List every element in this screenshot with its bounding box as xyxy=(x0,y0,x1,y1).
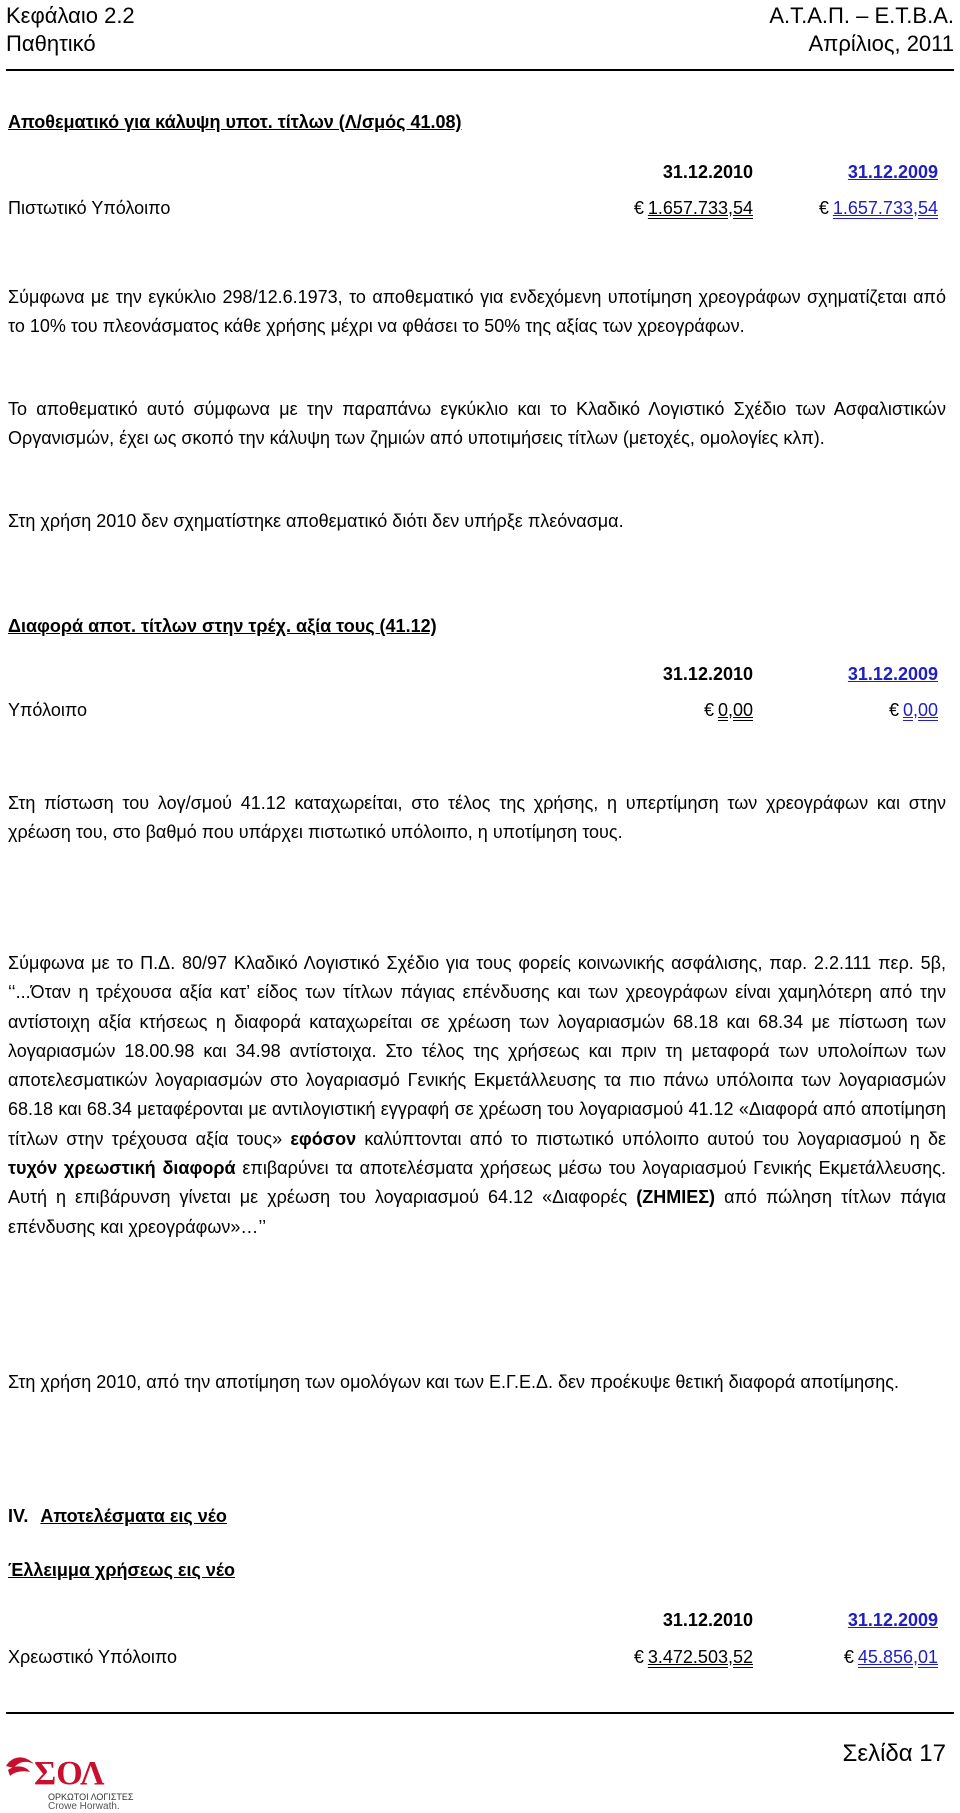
euro-sign: € xyxy=(703,700,714,720)
reserve-paragraph-3: Στη χρήση 2010 δεν σχηματίστηκε αποθεματικό διότι δεν υπήρξε πλεόνασμα. xyxy=(8,511,624,531)
difference-balance-row xyxy=(8,698,938,722)
difference-paragraph-1: Στη πίστωση του λογ/σμού 41.12 καταχωρείται, στο τέλος της χρήσης, η υπερτίμηση των χρεογράφων και στην χρέωση του, στο βαθμό που υπάρχει πιστωτικό υπόλοιπο, η υποτίμηση τους. xyxy=(8,793,946,843)
difference-paragraph-3: Στη χρήση 2010, από την αποτίμηση των ομολόγων και των Ε.Γ.Ε.Δ. δεν προέκυψε θετική διαφορά αποτίμησης. xyxy=(8,1372,899,1392)
euro-sign: € xyxy=(633,1647,644,1667)
euro-sign: € xyxy=(633,198,644,218)
euro-sign: € xyxy=(888,700,899,720)
results-value-2009: 45.856,01 xyxy=(857,1647,938,1667)
reserve-date-2010: 31.12.2010 xyxy=(662,162,753,182)
report-date: Απρίλιος, 2011 xyxy=(808,31,954,56)
euro-sign: € xyxy=(843,1647,854,1667)
decree-bold-provided: εφόσον xyxy=(290,1128,357,1149)
decree-bold-losses: (ΖΗΜΙΕΣ) xyxy=(636,1187,716,1208)
page-number: Σελίδα 17 xyxy=(842,1740,946,1767)
results-balance-row xyxy=(8,1645,938,1669)
difference-value-2010: 0,00 xyxy=(717,700,753,720)
reserve-section-title: Αποθεματικό για κάλυψη υποτ. τίτλων (Λ/σμός 41.08) xyxy=(8,112,462,132)
euro-sign: € xyxy=(818,198,829,218)
reserve-value-2009-cell xyxy=(819,196,938,220)
section-name: Παθητικό xyxy=(6,31,96,56)
reserve-value-2010: 1.657.733,54 xyxy=(647,198,753,218)
logo-partner: Crowe Horwath. xyxy=(48,1801,120,1812)
results-date-2010: 31.12.2010 xyxy=(662,1610,753,1630)
results-subtitle: Έλλειμμα χρήσεως εις νέο xyxy=(8,1560,235,1580)
difference-paragraph-2 xyxy=(8,949,946,1242)
header-divider xyxy=(6,69,954,71)
difference-section-title: Διαφορά αποτ. τίτλων στην τρέχ. αξία τους (41.12) xyxy=(8,616,437,636)
sol-logo-swoosh-icon xyxy=(6,1757,34,1768)
difference-value-2009-cell xyxy=(889,698,938,722)
logo-tagline: ΟΡΚΩΤΟΙ ΛΟΓΙΣΤΕΣ xyxy=(48,1792,134,1802)
difference-date-2009: 31.12.2009 xyxy=(847,664,938,684)
results-value-2010: 3.472.503,52 xyxy=(647,1647,753,1667)
difference-date-2010: 31.12.2010 xyxy=(662,664,753,684)
decree-quote-text-c: επιβαρύνει τα αποτελέσματα χρήσεως μέσω του λογαριασμού Γενικής Εκμετάλλευσης. Αυτή η επιβάρυνση γίνεται με χρέωση του λογαριασμού 64.12 «Διαφορές xyxy=(8,1158,946,1208)
decree-quote-text-d: από πώληση τίτλων πάγια επένδυσης και χρεογράφων»…’’ xyxy=(8,1187,946,1237)
sol-logo-swoosh-icon xyxy=(8,1766,30,1776)
difference-value-2010-cell xyxy=(704,698,753,722)
results-value-2009-cell xyxy=(844,1645,938,1669)
organization-name: Α.Τ.Α.Π. – Ε.Τ.Β.Α. xyxy=(769,3,954,28)
reserve-balance-label: Πιστωτικό Υπόλοιπο xyxy=(8,198,171,218)
difference-balance-label: Υπόλοιπο xyxy=(8,700,88,720)
reserve-paragraph-1: Σύμφωνα με την εγκύκλιο 298/12.6.1973, το αποθεματικό για ενδεχόμενη υποτίμηση χρεογράφων σχηματίζεται από το 10% του πλεονάσματος κάθε χρήσης μέχρι να φθάσει το 50% της αξίας των χρεογράφων. xyxy=(8,287,946,337)
decree-quote-text-a: Σύμφωνα με το Π.Δ. 80/97 Κλαδικό Λογιστικό Σχέδιο για τους φορείς κοινωνικής ασφάλισης, παρ. 2.2.111 περ. 5β, ‘‘...Όταν η τρέχουσα αξία κατ’ είδος των τίτλων πάγιας επένδυσης και των χρεογράφων είναι χαμηλότερη από την αντίστοιχη αξία κτήσεως η διαφορά καταχωρείται σε χρέωση των λογαριασμών 68.18 και 68.34 με πίστωση των λογαριασμών 18.00.98 και 34.98 αντίστοιχα. Στο τέλος της χρήσεως και πριν τη μεταφορά των υπολοίπων των αποτελεσματικών λογαριασμών στο λογαριασμό Γενικής Εκμετάλλευσης τα πιο πάνω υπόλοιπα των λογαριασμών 68.18 και 68.34 μεταφέρονται με αντιλογιστική εγγραφή σε χρέωση του λογαριασμού 41.12 «Διαφορά από αποτίμηση τίτλων στην τρέχουσα αξία τους» xyxy=(8,953,946,1149)
reserve-value-2009: 1.657.733,54 xyxy=(832,198,938,218)
reserve-value-2010-cell xyxy=(634,196,753,220)
results-date-2009: 31.12.2009 xyxy=(847,1610,938,1630)
results-value-2010-cell xyxy=(634,1645,753,1669)
difference-value-2009: 0,00 xyxy=(902,700,938,720)
reserve-balance-row xyxy=(8,196,938,220)
results-section-number: IV. xyxy=(8,1506,29,1526)
results-balance-label: Χρεωστικό Υπόλοιπο xyxy=(8,1647,178,1667)
sol-logo-wordmark: ΣΟΛ xyxy=(34,1755,105,1792)
decree-bold-debit-difference: τυχόν χρεωστική διαφορά xyxy=(8,1158,236,1179)
results-section-heading: Αποτελέσματα εις νέο xyxy=(40,1506,227,1526)
chapter-title: Κεφάλαιο 2.2 xyxy=(6,3,135,28)
reserve-paragraph-2: Το αποθεματικό αυτό σύμφωνα με την παραπάνω εγκύκλιο και το Κλαδικό Λογιστικό Σχέδιο των Ασφαλιστικών Οργανισμών, έχει ως σκοπό την κάλυψη των ζημιών από υποτιμήσεις τίτλων (μετοχές, ομολογίες κλπ). xyxy=(8,399,946,449)
results-section-title xyxy=(8,1504,227,1528)
decree-quote-text-b: καλύπτονται από το πιστωτικό υπόλοιπο αυτού του λογαριασμού η δε xyxy=(364,1128,946,1149)
reserve-date-2009: 31.12.2009 xyxy=(847,162,938,182)
footer-divider xyxy=(6,1712,954,1714)
